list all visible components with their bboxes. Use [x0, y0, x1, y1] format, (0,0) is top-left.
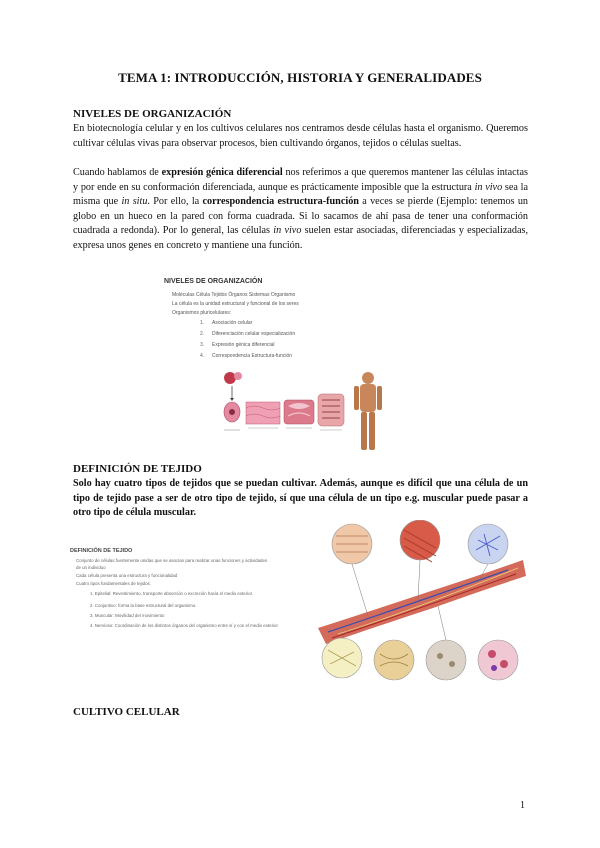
section-heading-cultivo: CULTIVO CELULAR	[73, 706, 180, 718]
blood-tissue-icon	[478, 640, 518, 680]
paragraph-tejido: Solo hay cuatro tipos de tejidos que se puedan cultivar. Además, aunque es difícil que una célula de un tipo de tejido pase a ser de otro tipo de tejido, sí que una célula de un tipo e.g. muscular puede pasar a otro tipo de célula muscular.	[73, 478, 528, 519]
slide-title: DEFINICIÓN DE TEJIDO	[70, 548, 133, 554]
slide-list-item: 1. Asociación celular	[200, 320, 253, 326]
nervous-tissue-icon	[468, 524, 508, 564]
loose-connective-icon	[374, 640, 414, 680]
section-heading-tejido: DEFINICIÓN DE TEJIDO	[73, 463, 202, 475]
slide-definicion-tejido	[70, 546, 292, 656]
slide-line: Cuatro tipos fundamentales de tejidos:	[76, 581, 151, 586]
tissue-types-illustration	[308, 520, 530, 686]
human-figure-icon	[354, 372, 382, 450]
slide-list-item: 3. Expresión génica diferencial	[200, 342, 275, 348]
slide-list-item: 2. Conjuntivo: forma la base estructural del organismo.	[90, 603, 197, 608]
page-number: 1	[520, 800, 525, 811]
paragraph-expresion: Cuando hablamos de expresión génica diferencial nos referimos a que queremos mantener las células intactas y por ende en su conformación diferenciada, aunque es prácticamente imposible que la estructura in vivo sea la misma que in situ. Por ello, la correspondencia estructura-función a veces se pierde (Ejemplo: tenemos un globo en un hueco en la pared con forma cuadrada. Si lo sacamos de ahí pasa de tener una conformación cuadrada a redonda). Por lo general, las células in vivo suelen estar asociadas, diferenciadas y especializadas, expresa unos genes en concreto y mantiene una función.	[73, 167, 529, 251]
system-icon	[318, 394, 344, 426]
slide-list-item: 1. Epitelial: Revestimiento, transporte absorción o excreción hacia el medio exterior.	[90, 591, 254, 596]
paragraph-intro: En biotecnología celular y en los cultivos celulares nos centramos desde células hasta el organismo. Queremos cultivar células vivas para observar procesos, bien cultivando órganos, tejidos o células sueltas.	[73, 123, 528, 149]
slide-list-item: 3. Muscular: Movilidad del movimiento	[90, 613, 165, 618]
molecule-icon	[234, 372, 242, 380]
slide-line: Moléculas Célula Tejidos Órganos Sistemas Organismo	[172, 292, 296, 298]
section-heading-niveles: NIVELES DE ORGANIZACIÓN	[73, 108, 232, 120]
slide-title: NIVELES DE ORGANIZACIÓN	[164, 278, 263, 285]
skeletal-muscle-icon	[400, 520, 440, 560]
slide-list-item: 4. Correspondencia Estructura-función	[200, 353, 293, 359]
page-title: TEMA 1: INTRODUCCIÓN, HISTORIA Y GENERALIDADES	[118, 70, 482, 85]
slide-list-item: 2. Diferenciación celular especialización	[200, 331, 296, 337]
slide-line: La célula es la unidad estructural y funcional de los seres	[172, 301, 299, 307]
slide-line: Cada célula presenta una estructura y funcionalidad	[76, 573, 178, 578]
slide-line: Organismos pluricelulares:	[172, 310, 232, 316]
tissue-icon	[246, 402, 280, 424]
slide-list-item: 4. Nervioso: Coordinación de los distintos órganos del organismo entre sí y con el medio exterior	[90, 623, 278, 628]
cartilage-icon	[426, 640, 466, 680]
molecule-icon	[224, 372, 236, 384]
slide-line: de un individuo	[76, 565, 106, 570]
slide-line: Conjunto de células fuertemente unidas que se asocian para realizar unas funciones y actividades	[76, 558, 268, 563]
organization-levels-illustration	[218, 370, 388, 452]
